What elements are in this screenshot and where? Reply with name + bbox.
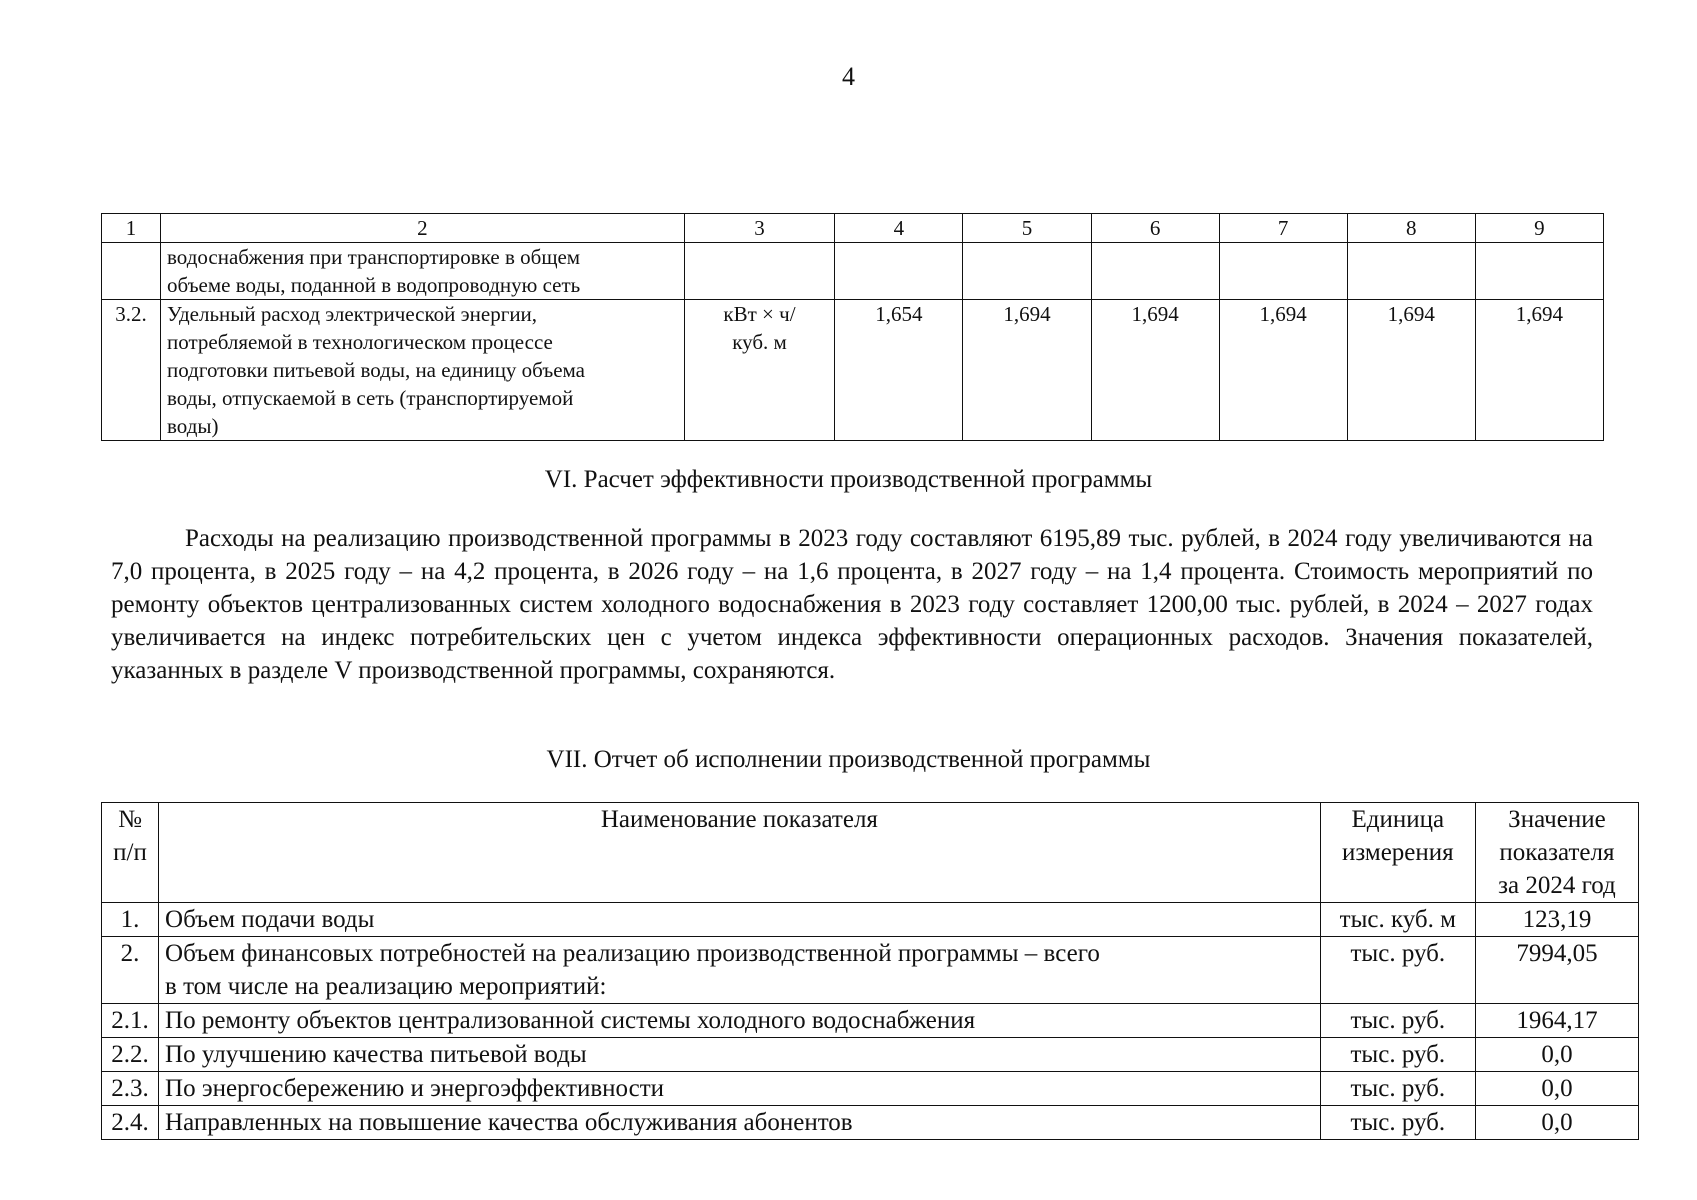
report-table: [101, 802, 1639, 1140]
indicator-name-cell: [159, 937, 1321, 1004]
text-line: кВт × ч/: [723, 302, 796, 326]
text-line: показателя: [1499, 839, 1615, 866]
text-line: №: [118, 806, 142, 833]
value-cell: [1091, 243, 1219, 300]
column-number: 3: [684, 214, 835, 243]
row-number-cell: 2.: [102, 937, 159, 1004]
column-number: 1: [102, 214, 161, 243]
table-row: [102, 1106, 1639, 1140]
unit-cell: тыс. куб. м: [1320, 903, 1475, 937]
value-cell: 0,0: [1475, 1038, 1638, 1072]
table-header-row: [102, 214, 1604, 243]
value-cell: 1,694: [1219, 300, 1347, 441]
value-cell: 0,0: [1475, 1072, 1638, 1106]
table-row: [102, 903, 1639, 937]
unit-cell: тыс. руб.: [1320, 1004, 1475, 1038]
indicators-table-continued: [101, 213, 1604, 441]
value-cell: 7994,05: [1475, 937, 1638, 1004]
text-line: п/п: [113, 839, 147, 866]
text-line: измерения: [1341, 839, 1454, 866]
text-line: воды, отпускаемой в сеть (транспортируемой: [167, 386, 574, 410]
text-line: Направленных на повышение качества обслуживания абонентов: [165, 1109, 853, 1136]
row-number-cell: 2.4.: [102, 1106, 159, 1140]
unit-cell: тыс. руб.: [1320, 937, 1475, 1004]
indicator-name-cell: [159, 1004, 1321, 1038]
column-number: 4: [835, 214, 963, 243]
column-number: 2: [161, 214, 685, 243]
text-line: По улучшению качества питьевой воды: [165, 1041, 587, 1068]
column-number: 9: [1475, 214, 1603, 243]
value-cell: [1219, 243, 1347, 300]
text-line: По ремонту объектов централизованной системы холодного водоснабжения: [165, 1007, 976, 1034]
unit-header: [1320, 803, 1475, 903]
column-number: 5: [963, 214, 1091, 243]
column-number: 6: [1091, 214, 1219, 243]
section-6-paragraph: Расходы на реализацию производственной программы в 2023 году составляют 6195,89 тыс. рублей, в 2024 году увеличиваются на 7,0 процента, в 2025 году – на 4,2 процента, в 2026 году – на 1,6 процента, в 2027 году – на 1,4 процента. Стоимость мероприятий по ремонту объектов централизованных систем холодного водоснабжения в 2023 году составляет 1200,00 тыс. рублей, в 2024 – 2027 годах увеличивается на индекс потребительских цен с учетом индекса эффективности операционных расходов. Значения показателей, указанных в разделе V производственной программы, сохраняются.: [111, 525, 1593, 684]
table-row: [102, 1072, 1639, 1106]
text-line: подготовки питьевой воды, на единицу объема: [167, 358, 585, 382]
text-line: Значение: [1508, 806, 1606, 833]
section-6-title: VI. Расчет эффективности производственной программы: [544, 466, 1153, 493]
value-cell: 1,694: [963, 300, 1091, 441]
text-line: водоснабжения при транспортировке в общем: [167, 245, 581, 269]
table-row: [102, 243, 1604, 300]
value-header: [1475, 803, 1638, 903]
value-cell: 1,654: [835, 300, 963, 441]
indicator-name-cell: [159, 1038, 1321, 1072]
unit-cell: тыс. руб.: [1320, 1106, 1475, 1140]
row-number-cell: 2.1.: [102, 1004, 159, 1038]
indicator-name-cell: [159, 903, 1321, 937]
row-number-cell: 2.3.: [102, 1072, 159, 1106]
value-cell: 1964,17: [1475, 1004, 1638, 1038]
table-row: [102, 1038, 1639, 1072]
value-cell: [963, 243, 1091, 300]
unit-cell: тыс. руб.: [1320, 1038, 1475, 1072]
indicator-name-cell: [161, 243, 685, 300]
name-header: Наименование показателя: [159, 803, 1321, 903]
text-line: Единица: [1351, 806, 1445, 833]
table-row: [102, 1004, 1639, 1038]
section-7-title: VII. Отчет об исполнении производственной программы: [546, 746, 1151, 773]
text-line: в том числе на реализацию мероприятий:: [165, 973, 607, 1000]
value-cell: 1,694: [1347, 300, 1475, 441]
row-number-cell: 2.2.: [102, 1038, 159, 1072]
indicator-name-cell: [159, 1106, 1321, 1140]
value-cell: 1,694: [1091, 300, 1219, 441]
value-cell: [835, 243, 963, 300]
unit-cell: [684, 300, 835, 441]
text-line: Объем подачи воды: [165, 906, 375, 933]
text-line: за 2024 год: [1498, 872, 1616, 899]
value-cell: 1,694: [1475, 300, 1603, 441]
row-number-cell: 1.: [102, 903, 159, 937]
value-cell: 0,0: [1475, 1106, 1638, 1140]
row-number-cell: 3.2.: [102, 300, 161, 441]
text-line: потребляемой в технологическом процессе: [167, 330, 553, 354]
number-header: [102, 803, 159, 903]
unit-cell: [684, 243, 835, 300]
unit-cell: тыс. руб.: [1320, 1072, 1475, 1106]
indicator-name-cell: [161, 300, 685, 441]
text-line: Объем финансовых потребностей на реализацию производственной программы – всего: [165, 940, 1100, 967]
text-line: объеме воды, поданной в водопроводную сеть: [167, 273, 581, 297]
column-number: 7: [1219, 214, 1347, 243]
value-cell: [1347, 243, 1475, 300]
row-number-cell: [102, 243, 161, 300]
table-header-row: [102, 803, 1639, 903]
text-line: По энергосбережению и энергоэффективности: [165, 1075, 665, 1102]
column-number: 8: [1347, 214, 1475, 243]
table-row: [102, 300, 1604, 441]
value-cell: 123,19: [1475, 903, 1638, 937]
value-cell: [1475, 243, 1603, 300]
text-line: куб. м: [732, 330, 787, 354]
table-row: [102, 937, 1639, 1004]
page-number: 4: [842, 62, 855, 91]
indicator-name-cell: [159, 1072, 1321, 1106]
text-line: Удельный расход электрической энергии,: [167, 302, 538, 326]
text-line: воды): [167, 414, 219, 438]
